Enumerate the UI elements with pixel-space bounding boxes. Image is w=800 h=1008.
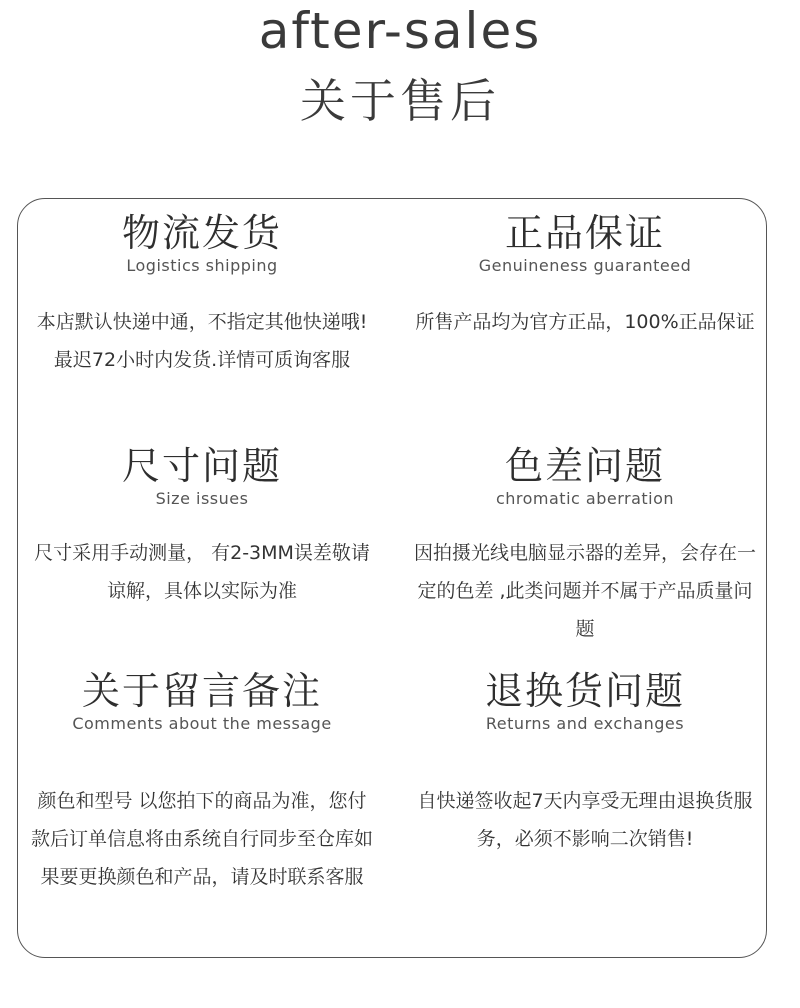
page-title-cn: 关于售后 — [300, 74, 500, 128]
section-title-en: chromatic aberration — [495, 489, 675, 508]
section-body: 因拍摄光线电脑显示器的差异，会存在一定的色差 ,此类问题并不属于产品质量问题 — [413, 542, 756, 640]
section-body: 所售产品均为官方正品，100%正品保证 — [415, 311, 755, 333]
section-genuine — [405, 210, 765, 341]
section-title-en: Genuineness guaranteed — [478, 256, 692, 275]
section-title-en: Logistics shipping — [126, 256, 278, 275]
section-title-en: Size issues — [155, 489, 249, 508]
section-title-en: Comments about the message — [72, 714, 332, 733]
section-title-cn: 正品保证 — [504, 211, 665, 255]
section-title-cn: 退换货问题 — [484, 669, 685, 713]
section-title-cn: 尺寸问题 — [121, 444, 282, 488]
section-size — [22, 443, 382, 610]
section-title-en: Returns and exchanges — [485, 714, 685, 733]
section-title-cn: 色差问题 — [504, 444, 665, 488]
section-returns — [405, 668, 765, 858]
section-logistics — [22, 210, 382, 379]
section-body: 自快递签收起7天内享受无理由退换货服务，必须不影响二次销售! — [417, 790, 753, 850]
page-title-en: after-sales — [258, 2, 542, 60]
section-body: 本店默认快递中通，不指定其他快递哦!最迟72小时内发货.详情可质询客服 — [36, 311, 368, 371]
section-title-cn: 关于留言备注 — [81, 669, 322, 713]
section-message — [22, 668, 382, 896]
section-body: 颜色和型号 以您拍下的商品为准，您付款后订单信息将由系统自行同步至仓库如果要更换颜色和产品，请及时联系客服 — [30, 790, 373, 888]
section-color — [405, 443, 765, 648]
section-body: 尺寸采用手动测量， 有2-3MM误差敬请谅解，具体以实际为准 — [34, 542, 370, 602]
section-title-cn: 物流发货 — [121, 211, 282, 255]
